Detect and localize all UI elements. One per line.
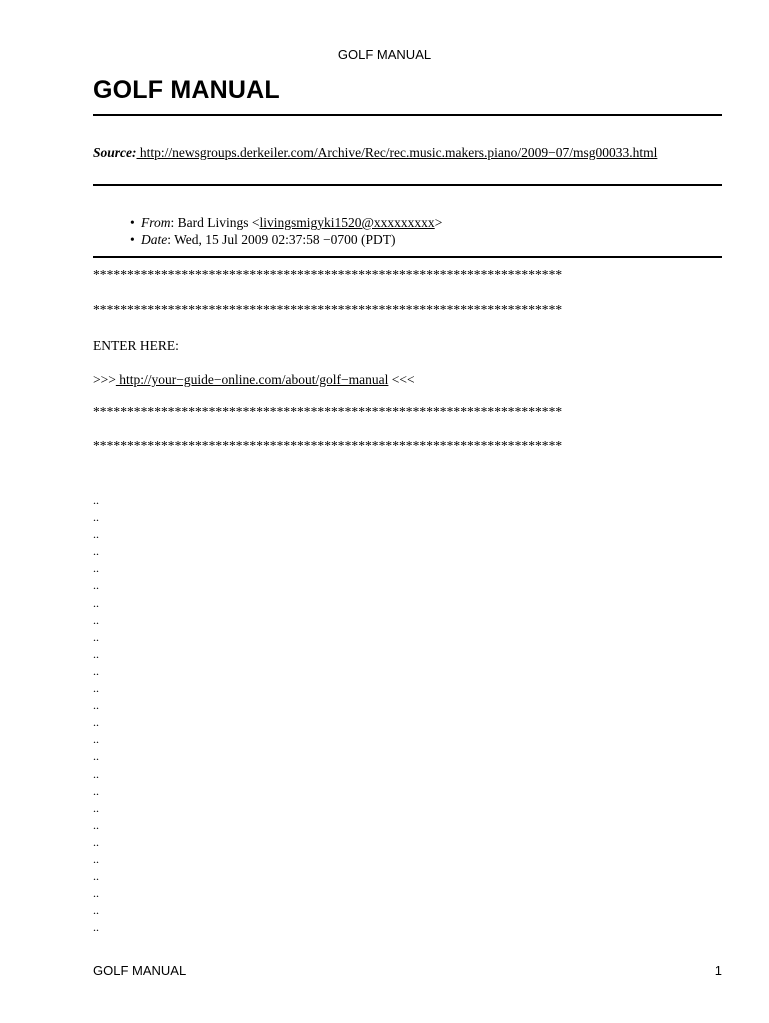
- dot-line: ..: [93, 527, 99, 542]
- star-divider: *********************************************************************: [93, 302, 563, 317]
- dot-line: ..: [93, 920, 99, 935]
- dot-line: ..: [93, 886, 99, 901]
- dot-line: ..: [93, 698, 99, 713]
- from-email-link[interactable]: livingsmigyki1520@xxxxxxxxx: [259, 215, 435, 230]
- dot-line: ..: [93, 493, 99, 507]
- dot-line: ..: [93, 817, 99, 832]
- source-label: Source:: [93, 145, 137, 160]
- dot-line: ..: [93, 800, 99, 815]
- guide-link-line: [93, 372, 415, 388]
- from-name: : Bard Livings <: [170, 215, 260, 230]
- star-divider: *********************************************************************: [93, 267, 563, 282]
- dot-line: ..: [93, 851, 99, 866]
- message-meta: [130, 214, 442, 248]
- dot-line: ..: [93, 766, 99, 781]
- dot-line: ..: [93, 663, 99, 678]
- date-label: Date: [141, 232, 168, 247]
- dot-line: ..: [93, 578, 99, 593]
- from-label: From: [141, 215, 171, 230]
- dot-line: ..: [93, 510, 99, 525]
- dot-line: ..: [93, 681, 99, 696]
- source-line: [93, 145, 657, 161]
- dot-line: ..: [93, 715, 99, 730]
- running-header: GOLF MANUAL: [337, 47, 432, 62]
- dot-lines: [93, 492, 99, 936]
- dot-line: ..: [93, 783, 99, 798]
- guide-link[interactable]: http://your−guide−online.com/about/golf−manual: [115, 372, 389, 387]
- dot-line: ..: [93, 595, 99, 610]
- dot-line: ..: [93, 869, 99, 884]
- meta-from: [130, 214, 442, 231]
- footer-title: GOLF MANUAL: [93, 963, 187, 978]
- meta-rule: [93, 256, 722, 258]
- dot-line: ..: [93, 749, 99, 764]
- title-rule: [93, 114, 722, 116]
- dot-line: ..: [93, 646, 99, 661]
- meta-date: [130, 231, 442, 248]
- dot-line: ..: [93, 629, 99, 644]
- from-close: >: [434, 215, 443, 230]
- star-divider: *********************************************************************: [93, 438, 563, 453]
- dot-line: ..: [93, 732, 99, 747]
- date-value: : Wed, 15 Jul 2009 02:37:58 −0700 (PDT): [167, 232, 396, 247]
- dot-line: ..: [93, 544, 99, 559]
- dot-line: ..: [93, 612, 99, 627]
- dot-line: ..: [93, 561, 99, 576]
- enter-here-text: ENTER HERE:: [93, 338, 179, 353]
- link-prefix: >>>: [93, 372, 116, 387]
- page-title: GOLF MANUAL: [93, 76, 280, 104]
- page-number: 1: [714, 963, 722, 978]
- source-rule: [93, 184, 722, 186]
- source-link[interactable]: http://newsgroups.derkeiler.com/Archive/Rec/rec.music.makers.piano/2009−07/msg00033.html: [136, 145, 658, 160]
- dot-line: ..: [93, 834, 99, 849]
- link-suffix: <<<: [388, 372, 415, 387]
- star-divider: *********************************************************************: [93, 404, 563, 419]
- dot-line: ..: [93, 903, 99, 918]
- bullet-icon: •: [130, 232, 135, 247]
- bullet-icon: •: [130, 215, 135, 230]
